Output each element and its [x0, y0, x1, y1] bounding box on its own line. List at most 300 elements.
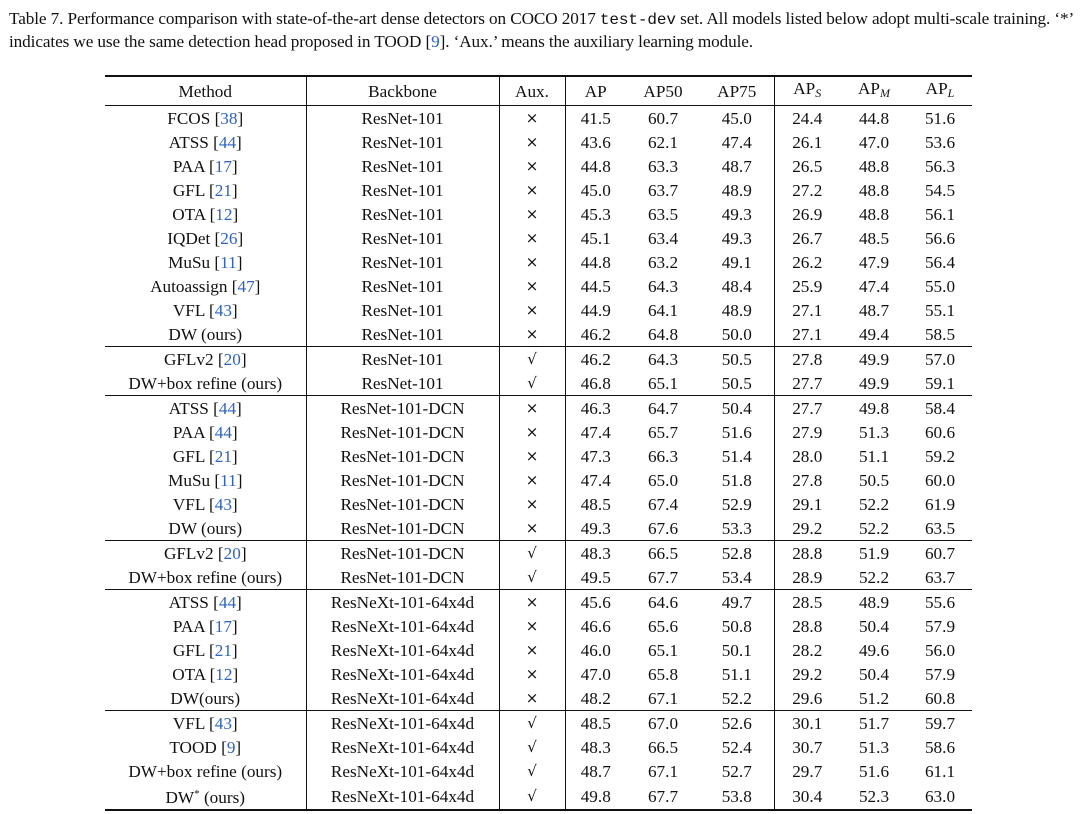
header-backbone: Backbone	[306, 76, 499, 106]
ap-cell: 46.2	[565, 322, 626, 347]
backbone-cell: ResNeXt-101-64x4d	[306, 759, 499, 783]
ap50-cell: 67.1	[647, 761, 679, 781]
ap-small-cell: 27.7	[774, 371, 840, 396]
check-mark-icon: √	[527, 568, 537, 586]
table-row	[105, 492, 972, 516]
backbone-cell: ResNeXt-101-64x4d	[306, 638, 499, 662]
citation-link[interactable]: 44	[218, 132, 237, 152]
backbone-cell: ResNet-101-DCN	[306, 516, 499, 541]
citation-link[interactable]: 43	[214, 713, 232, 733]
table-caption	[9, 8, 1073, 53]
check-mark-icon: √	[527, 714, 537, 732]
ap75-cell: 49.7	[700, 590, 774, 615]
citation-link[interactable]: 9	[226, 737, 236, 757]
ap-large-cell: 59.1	[924, 373, 956, 393]
ap-large-cell: 57.9	[924, 616, 956, 636]
backbone-cell: ResNet-101	[306, 202, 499, 226]
ap-small-cell: 30.7	[774, 735, 840, 759]
cross-mark-icon: ×	[525, 109, 539, 127]
ap-cell: 46.8	[565, 371, 626, 396]
table-row	[105, 516, 972, 541]
ap-cell: 43.6	[565, 130, 626, 154]
method-cell	[105, 759, 306, 783]
citation-link[interactable]: 43	[214, 494, 232, 514]
backbone-cell: ResNet-101	[306, 250, 499, 274]
results-table-container	[105, 75, 972, 811]
ap-large-cell: 55.1	[924, 300, 956, 320]
ap-large-cell: 57.0	[908, 347, 972, 372]
backbone-cell: ResNeXt-101-64x4d	[306, 686, 499, 711]
header-ap50: AP50	[626, 76, 700, 106]
cross-mark-icon: ×	[525, 471, 539, 489]
citation-link[interactable]: 12	[215, 664, 233, 684]
method-cell: MuSu [11]	[168, 470, 243, 490]
ap50-cell: 64.3	[626, 347, 700, 372]
aux-cell	[499, 614, 565, 638]
aux-cell	[499, 347, 565, 372]
method-name: ATSS	[168, 398, 214, 418]
backbone-cell: ResNet-101	[306, 298, 499, 322]
ap-medium-cell: 51.3	[858, 737, 890, 757]
citation-link[interactable]: 20	[223, 543, 241, 563]
ap-large-cell: 60.0	[924, 470, 956, 490]
caption-prefix: Table 7. Performance comparison with state-of-the-art dense detectors on COCO 2017	[9, 9, 600, 28]
ap-small-cell: 26.5	[774, 154, 840, 178]
header-ap-small-sub: S	[815, 86, 822, 100]
backbone-cell: ResNet-101-DCN	[306, 444, 499, 468]
method-name: MuSu	[168, 470, 215, 490]
aux-cell	[499, 468, 565, 492]
ap75-cell: 53.4	[721, 567, 752, 587]
ap-large-cell: 60.8	[924, 688, 956, 708]
method-cell: PAA [17]	[172, 156, 238, 176]
backbone-cell: ResNet-101	[306, 178, 499, 202]
citation-link[interactable]: 11	[220, 470, 237, 490]
ap75-cell: 53.8	[721, 786, 752, 806]
ap-cell: 45.6	[565, 590, 626, 615]
ap-cell: 44.9	[565, 298, 626, 322]
ap-cell: 44.8	[565, 250, 626, 274]
cross-mark-icon: ×	[525, 181, 539, 199]
ap-medium-cell: 49.8	[840, 396, 908, 421]
ap-cell: 46.0	[565, 638, 626, 662]
cross-mark-icon: ×	[525, 277, 539, 295]
method-name: GFLv2	[163, 543, 218, 563]
backbone-cell: ResNet-101-DCN	[306, 420, 499, 444]
method-cell	[105, 783, 306, 810]
ap-large-cell: 63.7	[924, 567, 956, 587]
ap-small-cell: 29.2	[774, 516, 840, 541]
aux-cell	[499, 711, 565, 736]
backbone-cell: ResNet-101-DCN	[306, 468, 499, 492]
header-ap-large	[908, 76, 972, 106]
ap50-cell: 65.6	[647, 616, 679, 636]
header-ap-medium-sub: M	[879, 86, 890, 100]
ap-medium-cell: 48.9	[840, 590, 908, 615]
aux-cell	[499, 759, 565, 783]
backbone-cell: ResNet-101	[306, 347, 499, 372]
caption-suffix: ]. ‘Aux.’ means the auxiliary learning module.	[439, 32, 754, 51]
cross-mark-icon: ×	[525, 689, 539, 707]
aux-cell	[499, 420, 565, 444]
cross-mark-icon: ×	[525, 205, 539, 223]
ap75-cell: 52.8	[700, 541, 774, 566]
method-name: VFL	[172, 300, 209, 320]
aux-cell	[499, 106, 565, 131]
method-cell: OTA [12]	[172, 664, 239, 684]
ap-small-cell: 28.0	[774, 444, 840, 468]
ap-large-cell: 60.6	[924, 422, 956, 442]
method-name: PAA	[172, 616, 209, 636]
backbone-cell: ResNet-101	[306, 106, 499, 131]
aux-cell	[499, 662, 565, 686]
table-row	[105, 250, 972, 274]
method-name: DW+box refine (ours)	[128, 567, 283, 587]
ap-small-cell: 26.1	[774, 130, 840, 154]
ap-medium-cell: 51.3	[858, 422, 890, 442]
ap-medium-cell: 48.5	[858, 228, 890, 248]
ap75-cell: 51.6	[721, 422, 752, 442]
ap-small-cell: 27.9	[774, 420, 840, 444]
ap-cell: 48.5	[565, 711, 626, 736]
ap-cell: 45.1	[565, 226, 626, 250]
table-row	[105, 590, 972, 615]
ap-cell: 46.2	[565, 347, 626, 372]
method-cell	[105, 322, 306, 347]
ap-medium-cell: 48.8	[858, 180, 890, 200]
ap50-cell: 64.3	[647, 276, 679, 296]
ap-cell: 46.6	[565, 614, 626, 638]
ap-small-cell: 27.1	[774, 322, 840, 347]
ap-large-cell: 55.0	[924, 276, 956, 296]
ap-cell: 47.4	[565, 468, 626, 492]
aux-cell	[499, 154, 565, 178]
citation-link[interactable]: 21	[214, 180, 232, 200]
method-cell: GFL [21]	[172, 446, 238, 466]
ap-small-cell: 27.8	[774, 347, 840, 372]
ap-cell: 48.3	[565, 541, 626, 566]
method-name: GFLv2	[163, 349, 218, 369]
ap-small-cell: 26.2	[774, 250, 840, 274]
header-ap-medium-label: AP	[858, 79, 880, 98]
ap50-cell: 63.5	[647, 204, 679, 224]
cross-mark-icon: ×	[525, 301, 539, 319]
method-cell: ATSS [44]	[105, 396, 306, 421]
ap-cell: 48.5	[565, 492, 626, 516]
citation-link[interactable]: 44	[218, 398, 237, 418]
ap50-cell: 64.7	[626, 396, 700, 421]
ap-medium-cell: 52.2	[858, 518, 890, 538]
table-header-row	[105, 76, 972, 106]
ap-large-cell: 56.0	[924, 640, 956, 660]
aux-cell	[499, 130, 565, 154]
ap-small-cell: 28.2	[774, 638, 840, 662]
ap-medium-cell: 49.4	[858, 324, 890, 344]
ap-medium-cell: 50.4	[858, 664, 890, 684]
method-name: Autoassign	[150, 276, 232, 296]
ap-large-cell: 61.9	[924, 494, 956, 514]
ap50-cell: 66.3	[647, 446, 679, 466]
header-ap-medium	[840, 76, 908, 106]
ap-small-cell: 28.8	[774, 541, 840, 566]
ap-large-cell: 56.6	[924, 228, 956, 248]
cross-mark-icon: ×	[525, 157, 539, 175]
method-name: GFL	[172, 180, 209, 200]
aux-cell	[499, 638, 565, 662]
cross-mark-icon: ×	[525, 519, 539, 537]
cross-mark-icon: ×	[525, 641, 539, 659]
citation-link[interactable]: 20	[223, 349, 241, 369]
table-row	[105, 541, 972, 566]
ap-large-cell: 63.0	[924, 786, 956, 806]
ap-small-cell: 29.7	[774, 759, 840, 783]
ap-cell: 47.0	[565, 662, 626, 686]
citation-link[interactable]: 38	[220, 108, 238, 128]
method-cell: GFLv2 [20]	[105, 347, 306, 372]
citation-link[interactable]: 26	[220, 228, 238, 248]
table-row	[105, 106, 972, 131]
table-row	[105, 711, 972, 736]
ap-large-cell: 57.9	[924, 664, 956, 684]
method-cell: PAA [17]	[172, 616, 238, 636]
ap-large-cell: 55.6	[908, 590, 972, 615]
aux-cell	[499, 783, 565, 810]
method-superscript: *	[194, 788, 200, 800]
cross-mark-icon: ×	[525, 447, 539, 465]
ap50-cell: 65.1	[647, 640, 679, 660]
aux-cell	[499, 250, 565, 274]
method-name: DW (ours)	[168, 518, 243, 538]
ap-cell: 49.8	[565, 783, 626, 810]
aux-cell	[499, 371, 565, 396]
method-name: PAA	[172, 422, 209, 442]
method-cell	[105, 371, 306, 396]
backbone-cell: ResNet-101	[306, 274, 499, 298]
ap75-cell: 52.4	[721, 737, 752, 757]
table-row	[105, 686, 972, 711]
ap-cell: 49.3	[565, 516, 626, 541]
ap-cell: 41.5	[565, 106, 626, 131]
ap75-cell: 52.2	[721, 688, 752, 708]
ap50-cell: 63.3	[647, 156, 679, 176]
header-method: Method	[105, 76, 306, 106]
backbone-cell: ResNet-101-DCN	[306, 541, 499, 566]
backbone-cell: ResNeXt-101-64x4d	[306, 711, 499, 736]
aux-cell	[499, 516, 565, 541]
method-cell: PAA [44]	[172, 422, 238, 442]
ap-large-cell: 56.4	[924, 252, 956, 272]
table-row	[105, 347, 972, 372]
ap75-cell: 49.3	[721, 204, 752, 224]
table-row	[105, 322, 972, 347]
method-name: GFL	[172, 640, 209, 660]
ap-medium-cell: 50.5	[858, 470, 890, 490]
method-cell: VFL [43]	[172, 300, 238, 320]
ap-medium-cell: 50.4	[858, 616, 890, 636]
ap-medium-cell: 51.1	[858, 446, 890, 466]
method-cell: MuSu [11]	[168, 252, 243, 272]
ap-cell: 44.8	[565, 154, 626, 178]
cross-mark-icon: ×	[525, 229, 539, 247]
header-ap-small	[774, 76, 840, 106]
ap-medium-cell: 47.9	[858, 252, 890, 272]
caption-citation-link[interactable]: 9	[431, 32, 440, 51]
header-ap75: AP75	[700, 76, 774, 106]
ap50-cell: 60.7	[647, 108, 679, 128]
ap-small-cell: 26.7	[774, 226, 840, 250]
ap-small-cell: 27.2	[774, 178, 840, 202]
cross-mark-icon: ×	[525, 399, 539, 417]
method-name: OTA	[172, 204, 210, 224]
ap75-cell: 50.1	[721, 640, 752, 660]
table-row	[105, 274, 972, 298]
ap75-cell: 51.8	[721, 470, 752, 490]
method-name: DW(ours)	[170, 688, 241, 708]
backbone-cell: ResNet-101	[306, 322, 499, 347]
citation-link[interactable]: 44	[218, 592, 237, 612]
ap50-cell: 66.5	[626, 541, 700, 566]
method-cell: FCOS [38]	[167, 108, 244, 128]
ap50-cell: 67.7	[647, 567, 679, 587]
table-row	[105, 783, 972, 810]
ap50-cell: 67.1	[647, 688, 679, 708]
citation-link[interactable]: 12	[215, 204, 233, 224]
cross-mark-icon: ×	[525, 253, 539, 271]
table-row	[105, 154, 972, 178]
ap-cell: 47.4	[565, 420, 626, 444]
ap-cell: 48.3	[565, 735, 626, 759]
method-cell: ATSS [44]	[105, 590, 306, 615]
caption-middle: set. All models listed below adopt multi-scale training. ‘*’ indicates we use the same detection head proposed in TOOD [	[9, 9, 1073, 51]
table-row	[105, 226, 972, 250]
ap-medium-cell: 51.2	[858, 688, 890, 708]
ap-medium-cell: 47.4	[858, 276, 890, 296]
ap-large-cell: 59.2	[924, 446, 956, 466]
table-row	[105, 420, 972, 444]
cross-mark-icon: ×	[525, 325, 539, 343]
citation-link[interactable]: 43	[214, 300, 232, 320]
ap-small-cell: 28.9	[774, 565, 840, 590]
ap-cell: 44.5	[565, 274, 626, 298]
ap-small-cell: 24.4	[774, 106, 840, 131]
header-ap-small-label: AP	[793, 79, 816, 98]
ap-small-cell: 29.2	[774, 662, 840, 686]
ap75-cell: 51.1	[721, 664, 752, 684]
method-cell: GFL [21]	[172, 640, 238, 660]
aux-cell	[499, 541, 565, 566]
cross-mark-icon: ×	[525, 495, 539, 513]
method-name: DW+box refine (ours)	[128, 373, 283, 393]
citation-link[interactable]: 21	[214, 446, 232, 466]
ap-large-cell: 59.7	[908, 711, 972, 736]
header-ap-large-sub: L	[947, 86, 955, 100]
backbone-cell: ResNeXt-101-64x4d	[306, 783, 499, 810]
aux-cell	[499, 202, 565, 226]
ap-medium-cell: 51.9	[840, 541, 908, 566]
citation-link[interactable]: 44	[214, 422, 232, 442]
ap-medium-cell: 48.8	[858, 204, 890, 224]
method-cell: GFLv2 [20]	[105, 541, 306, 566]
ap75-cell: 48.9	[721, 300, 752, 320]
backbone-cell: ResNet-101	[306, 154, 499, 178]
cross-mark-icon: ×	[525, 423, 539, 441]
backbone-cell: ResNeXt-101-64x4d	[306, 735, 499, 759]
caption-code: test-dev	[599, 11, 676, 29]
method-cell: TOOD [9]	[169, 737, 242, 757]
ap-large-cell: 53.6	[924, 132, 956, 152]
ap-medium-cell: 51.6	[858, 761, 890, 781]
table-row	[105, 202, 972, 226]
method-cell: GFL [21]	[172, 180, 238, 200]
method-name-suffix: (ours)	[199, 788, 245, 807]
cross-mark-icon: ×	[525, 593, 539, 611]
ap-medium-cell: 51.7	[840, 711, 908, 736]
method-name: DW (ours)	[168, 324, 243, 344]
check-mark-icon: √	[527, 544, 537, 562]
ap-small-cell: 29.6	[774, 686, 840, 711]
method-cell: Autoassign [47]	[150, 276, 261, 296]
table-row	[105, 371, 972, 396]
aux-cell	[499, 274, 565, 298]
method-name: GFL	[172, 446, 209, 466]
method-name: VFL	[172, 494, 209, 514]
ap-cell: 49.5	[565, 565, 626, 590]
ap50-cell: 64.1	[647, 300, 679, 320]
ap-small-cell: 28.8	[774, 614, 840, 638]
aux-cell	[499, 396, 565, 421]
check-mark-icon: √	[527, 762, 537, 780]
backbone-cell: ResNet-101	[306, 226, 499, 250]
ap-medium-cell: 48.8	[858, 156, 890, 176]
backbone-cell: ResNeXt-101-64x4d	[306, 662, 499, 686]
citation-link[interactable]: 17	[214, 156, 232, 176]
method-cell: VFL [43]	[172, 494, 238, 514]
ap50-cell: 65.1	[647, 373, 679, 393]
ap75-cell: 45.0	[721, 108, 752, 128]
ap-large-cell: 58.4	[908, 396, 972, 421]
backbone-cell: ResNet-101-DCN	[306, 492, 499, 516]
method-name: MuSu	[168, 252, 215, 272]
ap-medium-cell: 48.7	[858, 300, 890, 320]
aux-cell	[499, 590, 565, 615]
ap75-cell: 50.5	[721, 373, 752, 393]
backbone-cell: ResNeXt-101-64x4d	[306, 590, 499, 615]
ap50-cell: 63.7	[647, 180, 679, 200]
citation-link[interactable]: 11	[220, 252, 237, 272]
citation-link[interactable]: 17	[214, 616, 232, 636]
ap75-cell: 52.6	[700, 711, 774, 736]
table-row	[105, 638, 972, 662]
ap50-cell: 66.5	[647, 737, 679, 757]
ap-cell: 47.3	[565, 444, 626, 468]
header-aux: Aux.	[499, 76, 565, 106]
ap75-cell: 53.3	[721, 518, 752, 538]
check-mark-icon: √	[527, 738, 537, 756]
method-cell: OTA [12]	[172, 204, 239, 224]
ap75-cell: 48.4	[721, 276, 752, 296]
aux-cell	[499, 178, 565, 202]
header-ap-large-label: AP	[925, 79, 948, 98]
ap50-cell: 63.4	[647, 228, 679, 248]
aux-cell	[499, 686, 565, 711]
method-name: ATSS	[168, 132, 214, 152]
ap75-cell: 52.7	[721, 761, 752, 781]
cross-mark-icon: ×	[525, 617, 539, 635]
table-row	[105, 444, 972, 468]
citation-link[interactable]: 21	[214, 640, 232, 660]
ap-cell: 45.0	[565, 178, 626, 202]
citation-link[interactable]: 47	[237, 276, 255, 296]
